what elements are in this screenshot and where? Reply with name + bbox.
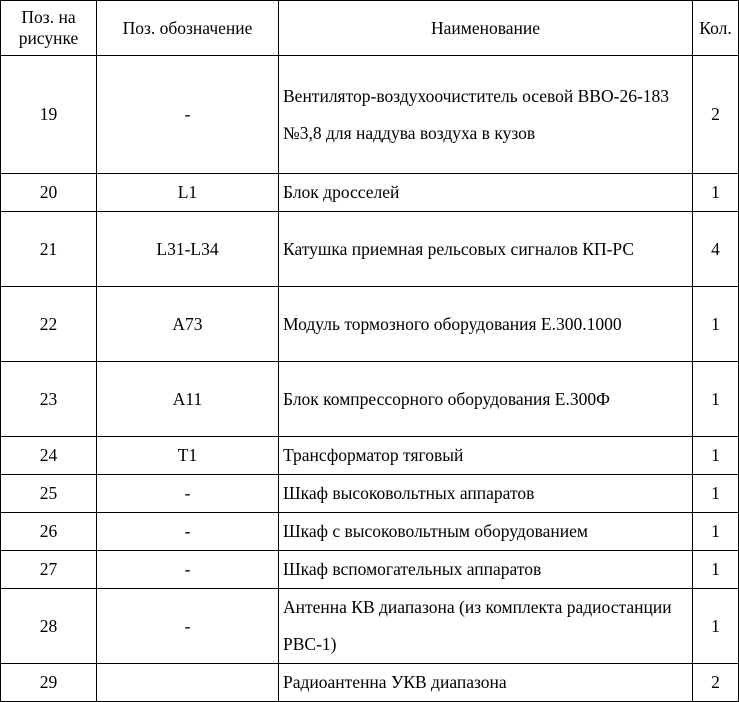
cell-designation <box>97 664 279 702</box>
cell-pos: 28 <box>1 589 97 664</box>
table-row <box>1 513 739 551</box>
cell-pos: 19 <box>1 56 97 174</box>
table-row <box>1 475 739 513</box>
cell-name: Трансформатор тяговый <box>279 437 693 475</box>
cell-name: Шкаф высоковольтных аппаратов <box>279 475 693 513</box>
header-name: Наименование <box>279 1 693 56</box>
table-row <box>1 212 739 287</box>
table-row <box>1 437 739 475</box>
header-pos-fig: Поз. на рисунке <box>1 1 97 56</box>
table-row <box>1 174 739 212</box>
header-pos-designation: Поз. обозначение <box>97 1 279 56</box>
cell-qty: 1 <box>693 437 739 475</box>
cell-pos: 25 <box>1 475 97 513</box>
cell-name: Блок дросселей <box>279 174 693 212</box>
cell-designation: L31-L34 <box>97 212 279 287</box>
cell-designation: - <box>97 551 279 589</box>
table-row <box>1 56 739 174</box>
cell-name: Шкаф вспомогательных аппаратов <box>279 551 693 589</box>
cell-pos: 29 <box>1 664 97 702</box>
cell-designation: L1 <box>97 174 279 212</box>
cell-qty: 1 <box>693 513 739 551</box>
cell-name: Шкаф с высоковольтным оборудованием <box>279 513 693 551</box>
table-row <box>1 551 739 589</box>
cell-designation: A73 <box>97 287 279 362</box>
cell-designation: - <box>97 475 279 513</box>
cell-qty: 2 <box>693 664 739 702</box>
cell-qty: 1 <box>693 287 739 362</box>
table-row <box>1 589 739 664</box>
cell-qty: 1 <box>693 362 739 437</box>
cell-designation: A11 <box>97 362 279 437</box>
cell-name: Модуль тормозного оборудования Е.300.1000 <box>279 287 693 362</box>
table-row <box>1 362 739 437</box>
cell-designation: T1 <box>97 437 279 475</box>
cell-designation: - <box>97 513 279 551</box>
cell-pos: 22 <box>1 287 97 362</box>
cell-designation: - <box>97 56 279 174</box>
table-row <box>1 287 739 362</box>
cell-name: Блок компрессорного оборудования Е.300Ф <box>279 362 693 437</box>
cell-pos: 24 <box>1 437 97 475</box>
cell-designation: - <box>97 589 279 664</box>
cell-qty: 1 <box>693 475 739 513</box>
cell-qty: 1 <box>693 589 739 664</box>
cell-qty: 2 <box>693 56 739 174</box>
cell-pos: 21 <box>1 212 97 287</box>
cell-qty: 1 <box>693 174 739 212</box>
cell-name: Радиоантенна УКВ диапазона <box>279 664 693 702</box>
cell-pos: 26 <box>1 513 97 551</box>
cell-pos: 20 <box>1 174 97 212</box>
cell-name: Катушка приемная рельсовых сигналов КП-РС <box>279 212 693 287</box>
cell-qty: 4 <box>693 212 739 287</box>
cell-pos: 23 <box>1 362 97 437</box>
header-row <box>1 1 739 56</box>
cell-name: Вентилятор-воздухоочиститель осевой ВВО-26-183 №3,8 для наддува воздуха в кузов <box>279 56 693 174</box>
table-row <box>1 664 739 702</box>
cell-qty: 1 <box>693 551 739 589</box>
cell-name: Антенна КВ диапазона (из комплекта радиостанции РВС-1) <box>279 589 693 664</box>
header-qty: Кол. <box>693 1 739 56</box>
cell-pos: 27 <box>1 551 97 589</box>
